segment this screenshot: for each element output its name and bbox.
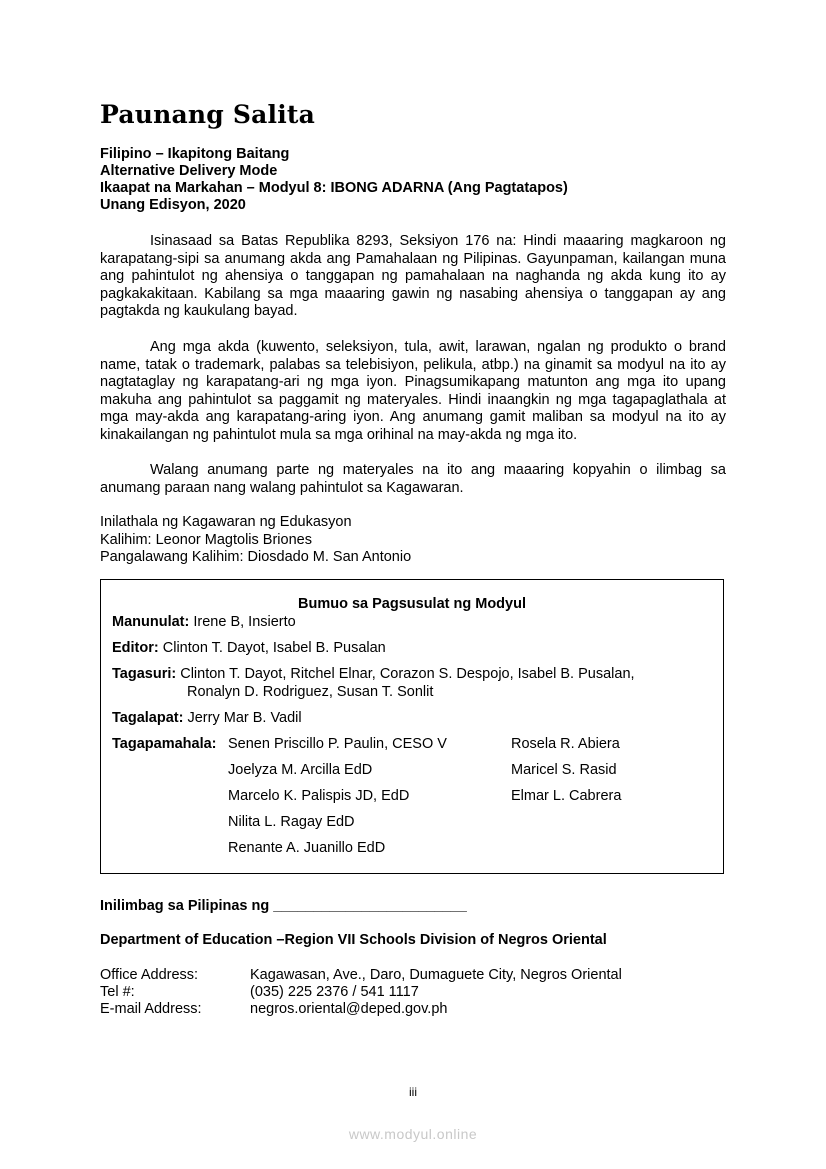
module-metadata (100, 146, 568, 214)
manager-name: Rosela R. Abiera (511, 736, 620, 752)
credit-editor (112, 640, 386, 656)
contact-row-email (100, 1001, 622, 1018)
paragraph-text: Isinasaad sa Batas Republika 8293, Seksiyon 176 na: Hindi maaaring magkaroon ng karapatang-sipi sa anumang akda ang Pamahalaan ng Pilipinas. Gayunpaman, kailangan muna ang pahintulot ng ahensiya o tanggapan ng pamahalaan na naghanda ng akda kung ito ay pagkakakitaan. Kabilang sa mga maaaring gawin ng nasabing ahensiya o tanggapan ay ang pagtakda ng kaukulang bayad. (100, 233, 726, 319)
credit-value: Clinton T. Dayot, Ritchel Elnar, Corazon S. Despojo, Isabel B. Pusalan, (180, 666, 635, 682)
undersecretary-line: Pangalawang Kalihim: Diosdado M. San Antonio (100, 549, 412, 565)
credit-writer (112, 614, 296, 630)
deped-office-heading: Department of Education –Region VII Schools Division of Negros Oriental (100, 932, 607, 948)
contact-row-office (100, 967, 622, 984)
meta-edition: Unang Edisyon, 2020 (100, 197, 246, 213)
contact-value: Kagawasan, Ave., Daro, Dumaguete City, Negros Oriental (250, 967, 622, 983)
contact-label: Tel #: (100, 984, 135, 1000)
credit-label: Tagasuri: (112, 666, 177, 682)
meta-module: Ikaapat na Markahan – Modyul 8: IBONG ADARNA (Ang Pagtatapos) (100, 180, 568, 196)
publisher-info (100, 514, 411, 567)
paragraph-text: Ang mga akda (kuwento, seleksiyon, tula, awit, larawan, ngalan ng produkto o brand name, tatak o trademark, palabas sa telebisiyon, pelikula, atbp.) na ginamit sa modyul na ito ay nagtataglay ng karapatang-ari ng mga iyon. Pinagsumikapang matunton ang mga ito upang makuha ang pahintulot sa paggamit ng materyales. Hindi inaangkin ng mga tagapaglathala at mga may-akda ang karapatang-aring iyon. Ang anumang gamit maliban sa modyul na ito ay kinakailangan ng pahintulot mula sa mga orihinal na may-akda ng mga ito. (100, 339, 726, 443)
contact-row-tel (100, 984, 622, 1001)
manager-name: Elmar L. Cabrera (511, 788, 622, 804)
printed-in-line: Inilimbag sa Pilipinas ng ________________________ (100, 898, 467, 914)
contact-label: E-mail Address: (100, 1001, 202, 1017)
credit-value: Clinton T. Dayot, Isabel B. Pusalan (162, 640, 386, 656)
contact-label: Office Address: (100, 967, 199, 983)
meta-mode: Alternative Delivery Mode (100, 163, 278, 179)
contact-info (100, 967, 622, 1018)
copyright-paragraph-2 (100, 339, 726, 444)
manager-name: Senen Priscillo P. Paulin, CESO V (228, 736, 447, 752)
secretary-line: Kalihim: Leonor Magtolis Briones (100, 531, 312, 548)
page-title: Paunang Salita (100, 100, 316, 129)
credit-reviewer (112, 666, 635, 682)
manager-name: Renante A. Juanillo EdD (228, 840, 386, 856)
contact-value: negros.oriental@deped.gov.ph (250, 1001, 448, 1017)
manager-name: Joelyza M. Arcilla EdD (228, 762, 373, 778)
credit-value: Jerry Mar B. Vadil (187, 710, 302, 726)
manager-name: Nilita L. Ragay EdD (228, 814, 355, 830)
meta-subject: Filipino – Ikapitong Baitang (100, 146, 290, 162)
credit-management-label: Tagapamahala: (112, 736, 217, 752)
credit-label: Editor: (112, 640, 159, 656)
credit-value: Irene B, Insierto (193, 614, 296, 630)
credit-reviewer-continued: Ronalyn D. Rodriguez, Susan T. Sonlit (187, 684, 434, 700)
copyright-paragraph-3 (100, 462, 726, 497)
credits-box (100, 579, 724, 874)
page-number: iii (409, 1085, 417, 1099)
paragraph-text: Walang anumang parte ng materyales na ito ang maaaring kopyahin o ilimbag sa anumang paraan nang walang pahintulot sa Kagawaran. (100, 462, 726, 496)
credit-label: Manunulat: (112, 614, 190, 630)
contact-value: (035) 225 2376 / 541 1117 (250, 984, 419, 1000)
credit-layout-artist (112, 710, 302, 726)
manager-name: Marcelo K. Palispis JD, EdD (228, 788, 410, 804)
manager-name: Maricel S. Rasid (511, 762, 617, 778)
copyright-paragraph-1 (100, 233, 726, 321)
watermark: www.modyul.online (348, 1126, 478, 1142)
publisher-line: Inilathala ng Kagawaran ng Edukasyon (100, 514, 352, 530)
credits-title: Bumuo sa Pagsusulat ng Modyul (298, 596, 526, 612)
credit-label: Tagalapat: (112, 710, 184, 726)
